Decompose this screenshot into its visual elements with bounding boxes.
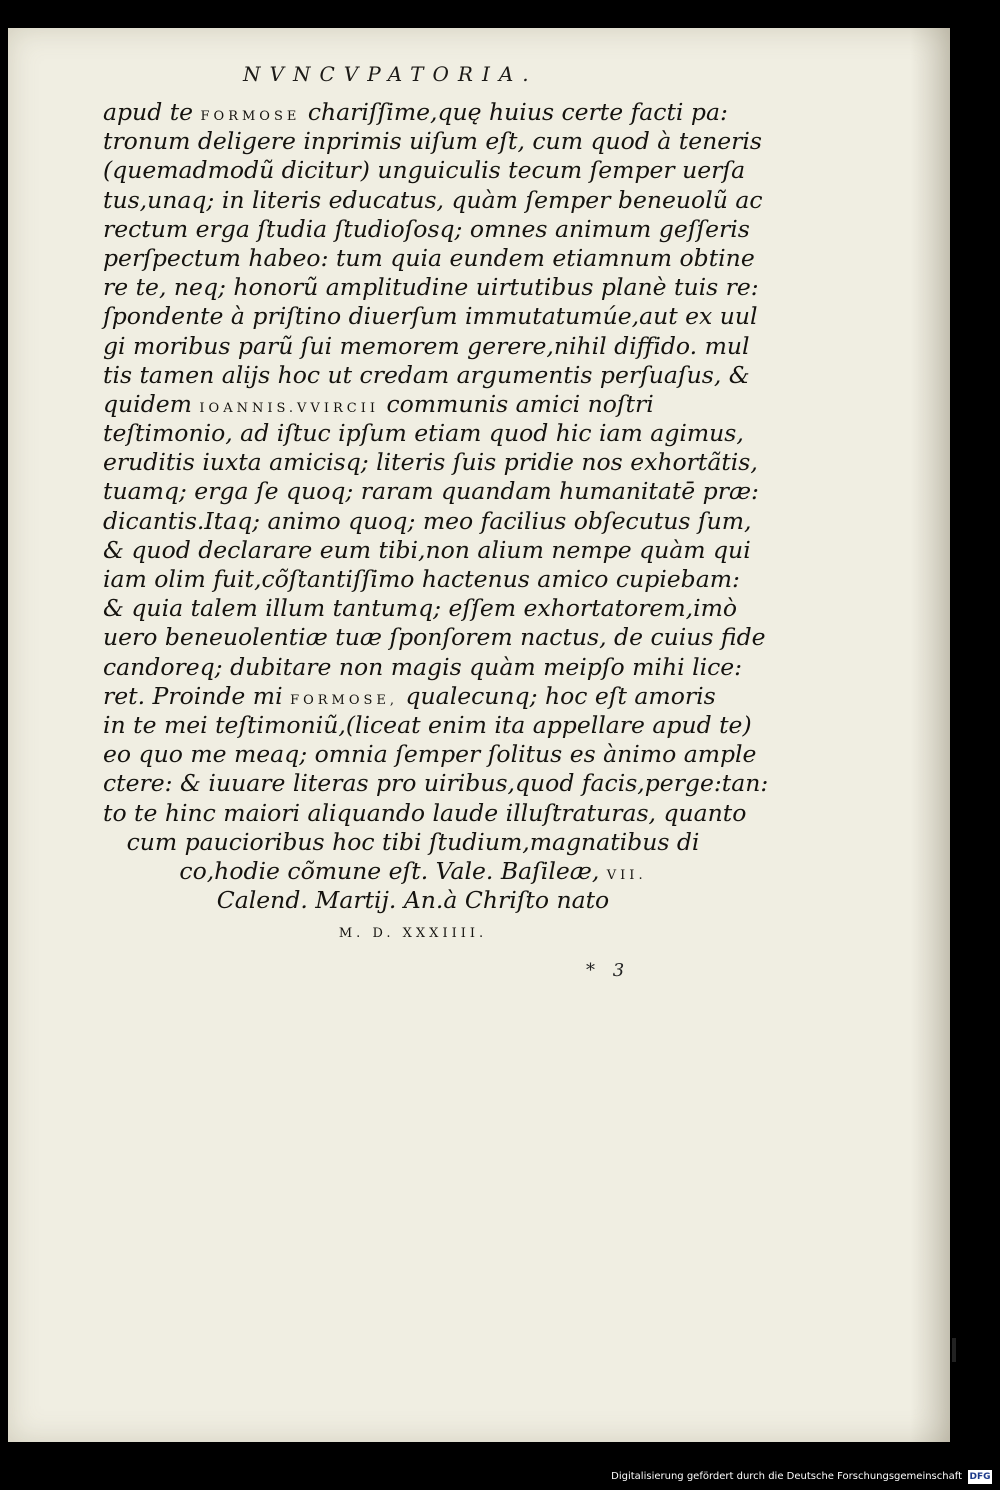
text-line — [103, 798, 747, 828]
text-line — [103, 98, 728, 127]
text-line — [103, 594, 738, 623]
text-segment: rectum erga ſtudia ſtudioſosq; omnes animum geſſeris — [103, 214, 750, 243]
text-line — [103, 419, 744, 448]
text-segment: Calend. Martij. An.à Chriſto nato — [216, 886, 610, 915]
text-line — [103, 652, 743, 682]
text-segment: apud te — [103, 98, 201, 126]
text-line — [103, 886, 723, 915]
page-edge-mark — [952, 1338, 956, 1362]
book-page — [8, 28, 950, 1442]
text-segment: cum paucioribus hoc tibi ſtudium,magnatibus di — [126, 827, 700, 856]
footer-bar — [0, 1442, 1000, 1490]
footer-credit: Digitalisierung gefördert durch die Deutsche Forschungsgemeinschaft — [611, 1471, 962, 1482]
running-head: NVNCVPATORIA. — [243, 62, 538, 86]
text-line — [103, 214, 750, 244]
text-line — [103, 506, 752, 536]
main-text-block — [103, 98, 769, 944]
text-line — [103, 710, 752, 740]
text-line — [103, 448, 758, 477]
text-segment: communis amici noſtri — [378, 389, 654, 418]
text-line — [103, 740, 757, 769]
text-segment: quidem — [103, 389, 200, 418]
text-line — [103, 243, 755, 273]
text-segment: tronum deligere inprimis uiſum eſt, cum quod à teneris — [103, 127, 762, 156]
text-line — [103, 477, 759, 506]
text-segment: eruditis iuxta amicisq; literis ſuis pridie nos exhortãtis, — [103, 448, 758, 477]
text-segment: in te mei teſtimoniũ,(liceat enim ita appellare apud te) — [103, 710, 752, 739]
text-segment: gi moribus parũ ſui memorem gerere,nihil diffido. mul — [103, 331, 750, 360]
dfg-logo: DFG — [969, 1472, 991, 1482]
text-segment: & quia talem illum tantumq; eſſem exhortatorem,imò — [103, 594, 738, 623]
text-line — [103, 127, 762, 156]
text-line — [103, 769, 769, 798]
text-line — [103, 682, 723, 711]
text-segment: qualecunq; hoc eſt amoris — [398, 681, 716, 710]
text-line — [103, 302, 758, 331]
text-segment: ſpondente à priſtino diuerſum immutatumúe,aut ex uul — [103, 302, 758, 331]
text-segment: eo quo me meaq; omnia ſemper ſolitus es ànimo ample — [103, 740, 757, 769]
text-line — [103, 185, 763, 215]
text-segment: uero beneuolentiæ tuæ ſponſorem nactus, de cuius fide — [103, 623, 766, 652]
text-segment: dicantis.Itaq; animo quoq; meo facilius obſecutus ſum, — [103, 506, 752, 535]
text-segment: ctere: & iuuare literas pro uiribus,quod facis,perge:tan: — [103, 769, 769, 798]
signature-mark: * 3 — [586, 960, 631, 981]
text-line — [103, 623, 766, 652]
text-segment: teſtimonio, ad iſtuc ipſum etiam quod hic iam agimus, — [103, 419, 744, 448]
text-segment: re te, neq; honorũ amplitudine uirtutibus planè tuis re: — [103, 273, 759, 302]
text-line — [103, 156, 746, 185]
text-segment: candoreq; dubitare non magis quàm meipſo mihi lice: — [103, 652, 743, 681]
text-segment: & quod declarare eum tibi,non alium nempe quàm qui — [103, 535, 751, 564]
small-caps-name: FORMOSE — [200, 109, 301, 124]
text-line — [103, 535, 751, 565]
text-segment: tuamq; erga ſe quoq; raram quandam humanitatē præ: — [103, 477, 759, 506]
small-caps-name: FORMOSE, — [290, 692, 399, 708]
text-segment: tis tamen alijs hoc ut credam argumentis perſuaſus, & — [103, 360, 750, 389]
text-line — [103, 331, 750, 361]
text-line — [103, 273, 759, 302]
small-caps-name: M. D. XXXIIII. — [338, 926, 488, 942]
small-caps-name: IOANNIS.VVIRCII — [199, 400, 379, 416]
small-caps-name: VII. — [606, 867, 647, 883]
page-spine-shadow — [910, 28, 950, 1442]
text-segment: iam olim fuit,cõſtantiſſimo hactenus amico cupiebam: — [103, 565, 740, 593]
text-segment: co,hodie cõmune eſt. Vale. Baſileæ, — [179, 856, 607, 885]
text-line — [103, 565, 740, 594]
text-segment: perſpectum habeo: tum quia eundem etiamnum obtine — [103, 243, 755, 272]
text-line — [103, 390, 723, 419]
text-line — [103, 857, 723, 886]
text-segment: (quemadmodũ dicitur) unguiculis tecum ſemper uerſa — [103, 156, 746, 185]
text-line — [103, 828, 723, 857]
text-segment: chariſſime,quę huius certe facti pa: — [300, 98, 728, 126]
text-line — [103, 360, 750, 390]
text-line — [103, 915, 723, 944]
text-segment: ret. Proinde mi — [103, 681, 291, 710]
text-segment: tus,unaq; in literis educatus, quàm ſemper beneuolũ ac — [103, 185, 763, 214]
text-segment: to te hinc maiori aliquando laude illuſtraturas, quanto — [103, 798, 747, 827]
